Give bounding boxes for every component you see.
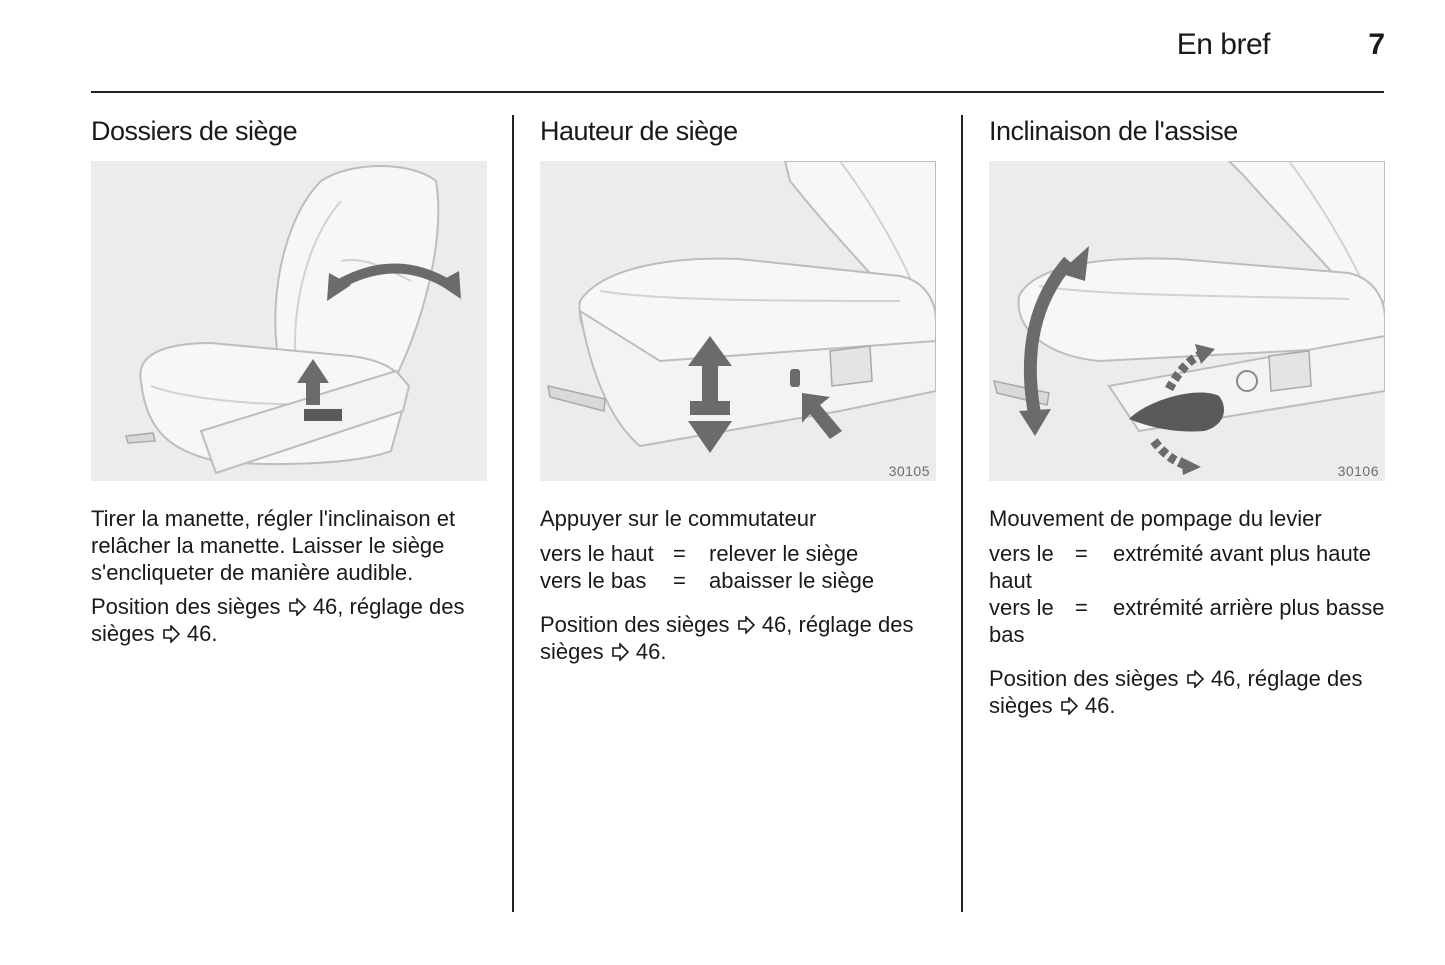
definition-list — [989, 540, 1385, 648]
page-number: 7 — [1368, 28, 1385, 61]
height-switch — [790, 369, 800, 387]
figure-code: 30106 — [1337, 463, 1379, 479]
recline-lever — [304, 409, 342, 421]
reference-link[interactable]: 46, réglage — [312, 594, 423, 619]
definition: abaisser le siège — [709, 568, 875, 593]
reference-arrow-icon[interactable] — [1059, 697, 1079, 715]
reference-link[interactable]: 46. — [635, 639, 667, 664]
term: vers le bas — [989, 595, 1054, 647]
equals-sign: = — [673, 541, 686, 566]
column-seat-tilt — [989, 114, 1385, 726]
column-divider-2 — [961, 115, 963, 912]
reference-paragraph: Position des sièges 46, réglage des sièges 46. — [91, 594, 465, 646]
header-divider — [91, 91, 1384, 93]
seat-backrest-illustration — [91, 161, 487, 481]
seat-height-illustration — [540, 161, 936, 481]
reference-arrow-icon[interactable] — [610, 643, 630, 661]
equals-sign: = — [673, 568, 686, 593]
column-title: Dossiers de siège — [91, 116, 298, 146]
equals-sign: = — [1075, 595, 1088, 620]
column-text — [540, 505, 936, 665]
reference-link[interactable]: 46. — [186, 621, 218, 646]
reference-paragraph: Position des sièges 46, réglage des sièges 46. — [540, 612, 914, 664]
pump-down-icon — [1181, 457, 1201, 475]
section-title: En bref — [1176, 28, 1270, 61]
column-title: Hauteur de siège — [540, 116, 738, 146]
column-title: Inclinaison de l'assise — [989, 116, 1238, 146]
reference-link[interactable]: 46. — [1084, 693, 1116, 718]
intro-line: Appuyer sur le commutateur — [540, 506, 817, 531]
column-seat-height — [540, 114, 936, 672]
term: vers le haut — [540, 541, 654, 566]
reference-link[interactable]: 46, réglage — [761, 612, 872, 637]
equals-sign: = — [1075, 541, 1088, 566]
term: vers le bas — [540, 568, 647, 593]
definition-list — [540, 540, 936, 594]
page-header — [0, 28, 1445, 68]
definition: extrémité arrière plus basse — [1113, 595, 1385, 620]
column-text — [989, 505, 1385, 719]
reference-arrow-icon[interactable] — [736, 616, 756, 634]
term: vers le haut — [989, 541, 1054, 593]
column-text — [91, 505, 487, 647]
definition: relever le siège — [709, 541, 859, 566]
reference-arrow-icon[interactable] — [1185, 670, 1205, 688]
column-seat-backrest — [91, 114, 487, 654]
reference-paragraph: Position des sièges 46, réglage des sièges 46. — [989, 666, 1363, 718]
reference-arrow-icon[interactable] — [287, 598, 307, 616]
instruction-paragraph: Tirer la manette, régler l'inclinaison et relâcher la manette. Laisser le siège s'encliqueter de manière audible. — [91, 506, 456, 585]
reference-arrow-icon[interactable] — [161, 625, 181, 643]
arrow-down-icon — [1019, 409, 1051, 436]
figure-code: 30105 — [888, 463, 930, 479]
seat-tilt-illustration — [989, 161, 1385, 481]
column-divider-1 — [512, 115, 514, 912]
intro-line: Mouvement de pompage du levier — [989, 506, 1322, 531]
reference-link[interactable]: 46, réglage — [1210, 666, 1321, 691]
definition: extrémité avant plus haute — [1113, 541, 1372, 566]
